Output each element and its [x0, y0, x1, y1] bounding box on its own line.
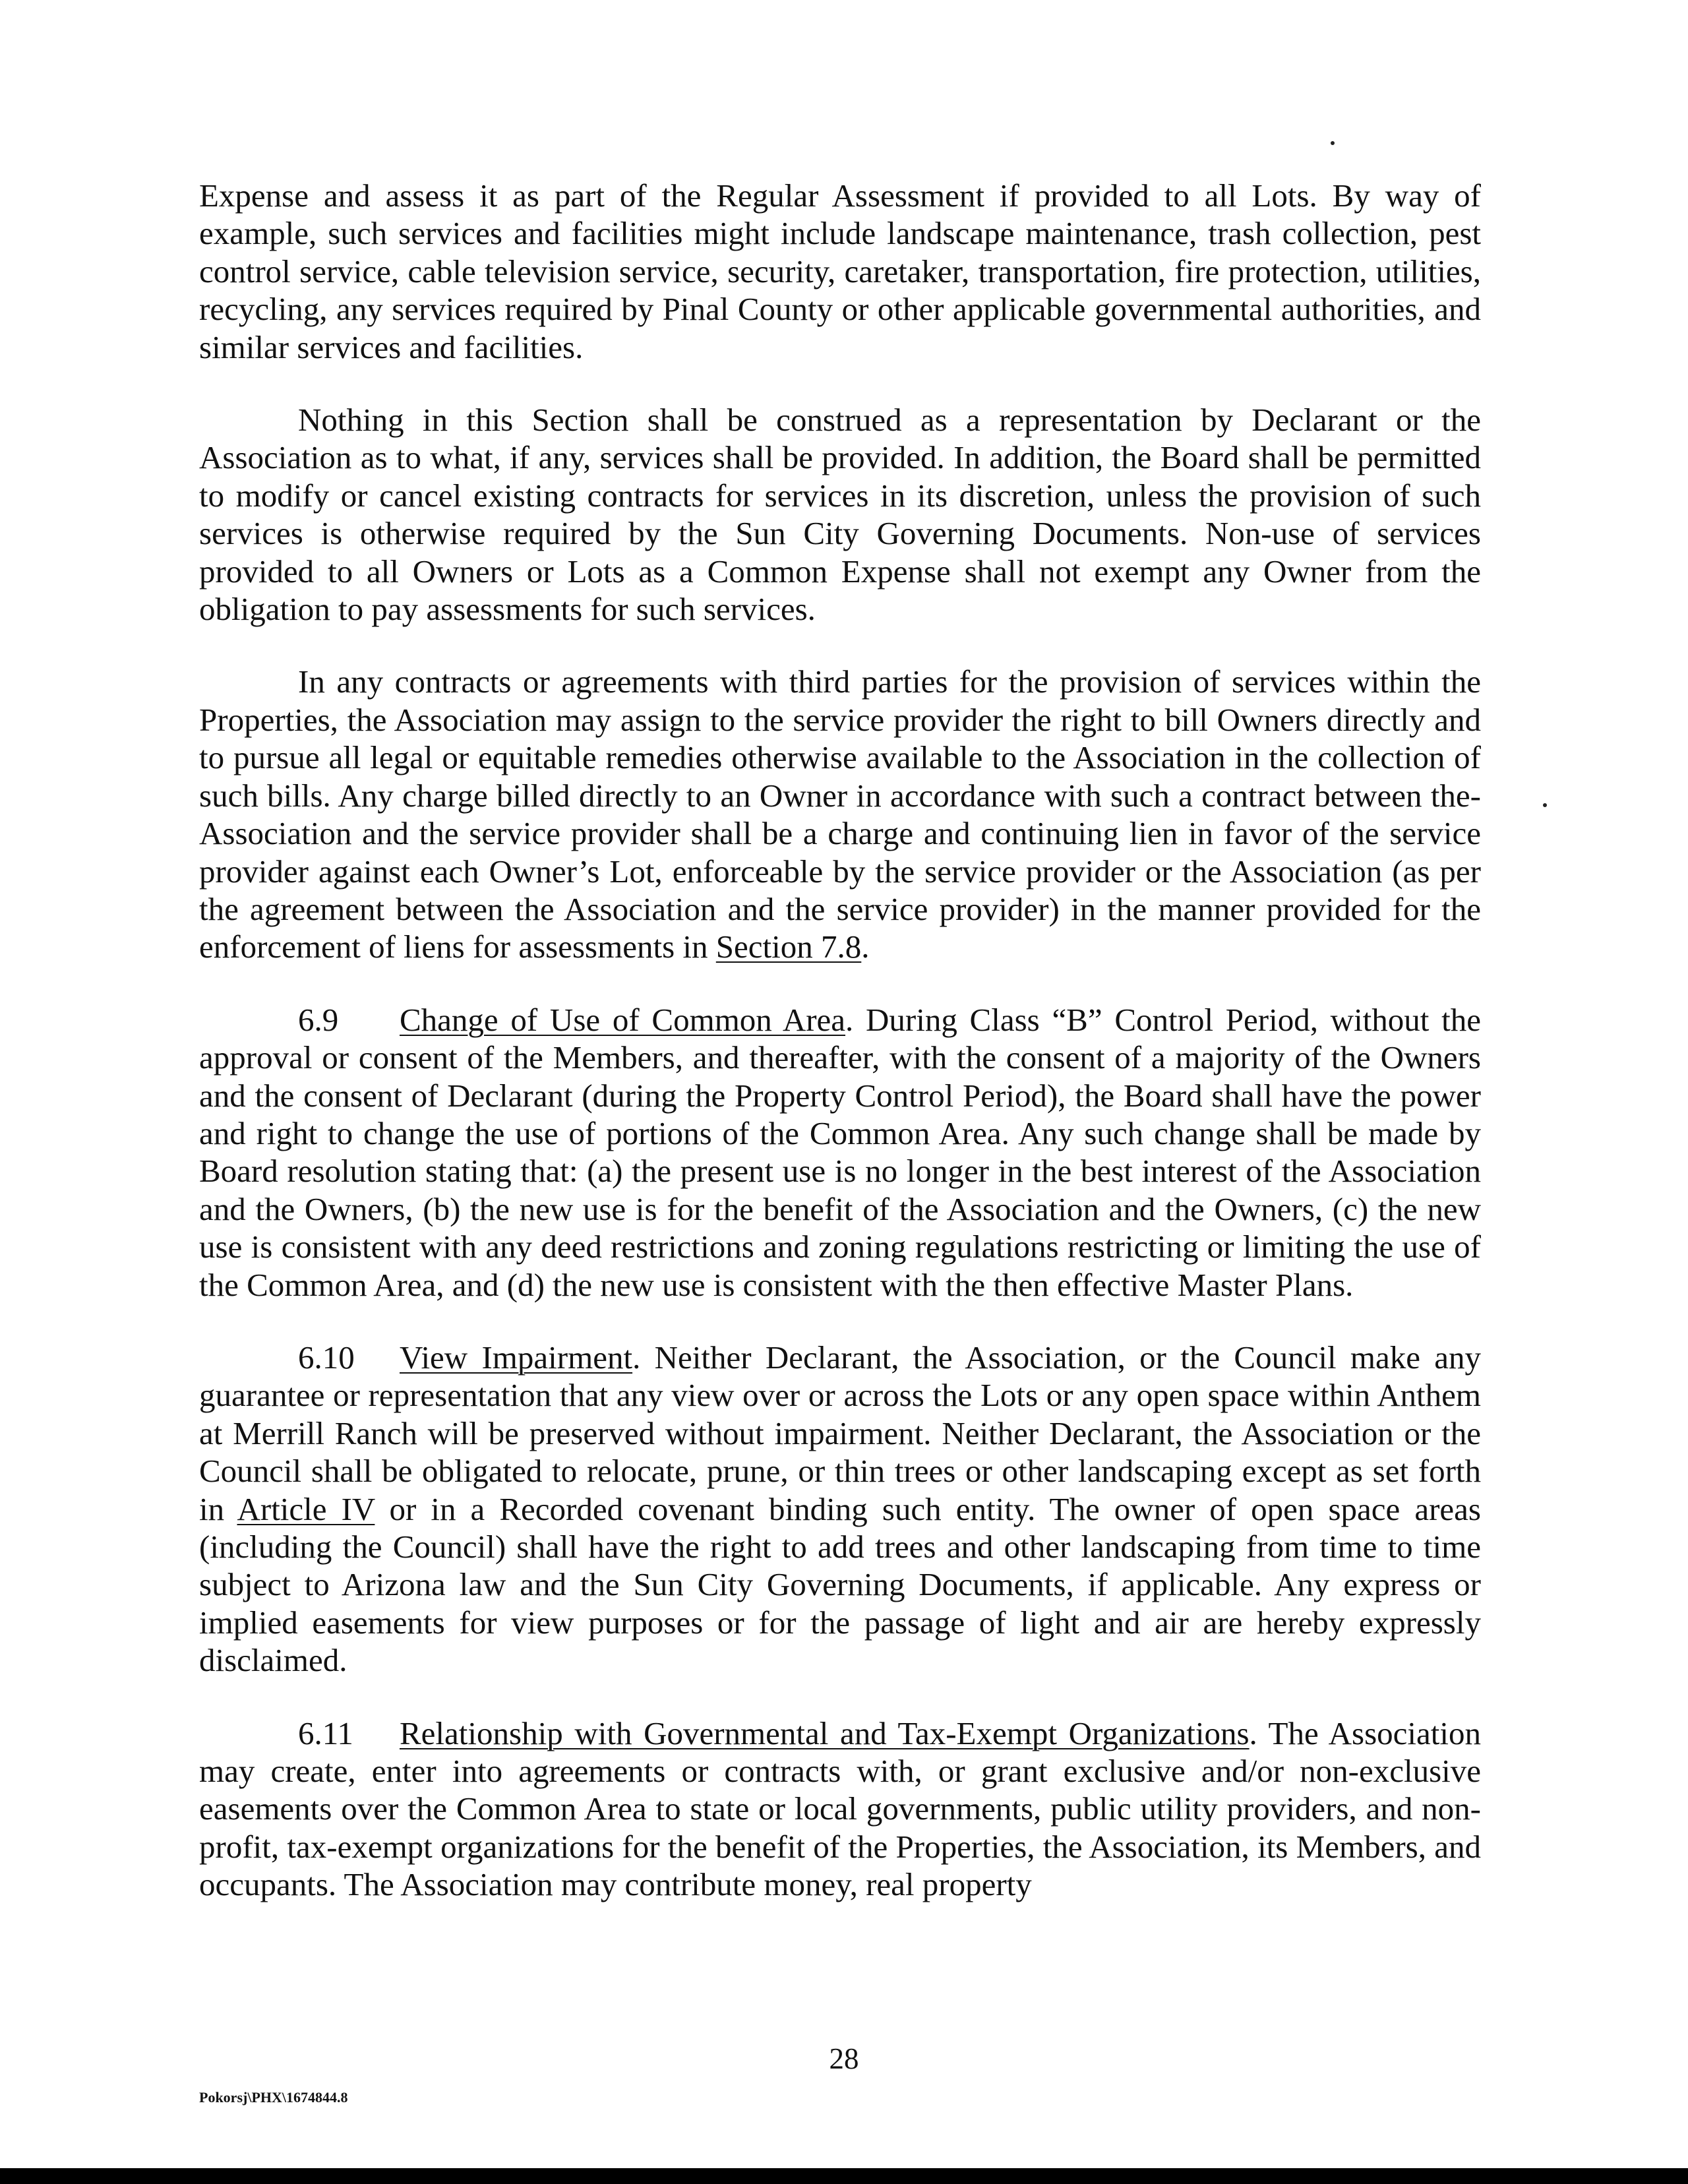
- scan-speck: [1331, 141, 1335, 145]
- section-body: . Neither Declarant, the Association, or the Council make any guarantee or representation that any view over or across the Lots or any open space within Anthem at Merrill Ranch will be preserved without impairment. Neither Declarant, the Association or the Council shall be obligated to relocate, prune, or thin trees or other landscaping except as set forth in: [199, 1339, 1482, 1527]
- section-body: . The Association may create, enter into agreements or contracts with, or grant exclusive and/or non-exclusive easements over the Common Area to state or local governments, public utility providers, and non-profit, tax-exempt organizations for the benefit of the Properties, the Association, its Members, and occupants. The Association may contribute money, real property: [199, 1714, 1481, 1903]
- section-7-8-reference: Section 7.8: [715, 928, 862, 965]
- section-number: 6.10: [298, 1339, 355, 1376]
- section-6-9: [199, 1001, 1481, 1304]
- section-number: 6.11: [298, 1714, 353, 1751]
- scan-speck: [1543, 803, 1547, 807]
- document-id: Pokorsj\PHX\1674844.8: [199, 2089, 348, 2106]
- document-body: [199, 177, 1481, 1939]
- paragraph-text: In any contracts or agreements with third parties for the provision of services within the Properties, the Association may assign to the service provider the right to bill Owners directly and to pursue all legal or equitable remedies otherwise available to the Association in the collection of such bills. Any charge billed directly to an Owner in accordance with such a contract between the-Association and the service provider shall be a charge and continuing lien in favor of the service provider against each Owner’s Lot, enforceable by the service provider or the Association (as per the agreement between the Association and the service provider) in the manner provided for the enforcement of liens for assessments in: [199, 663, 1481, 965]
- paragraph-third-party-contracts: [199, 663, 1481, 965]
- paragraph-no-representation: Nothing in this Section shall be construed as a representation by Declarant or the Association as to what, if any, services shall be provided. In addition, the Board shall be permitted to modify or cancel existing contracts for services in its discretion, unless the provision of such services is otherwise required by the Sun City Governing Documents. Non-use of services provided to all Owners or Lots as a Common Expense shall not exempt any Owner from the obligation to pay assessments for such services.: [199, 402, 1481, 628]
- section-heading: Relationship with Governmental and Tax-Exempt Organizations: [400, 1714, 1250, 1751]
- page-number: 28: [829, 2042, 859, 2075]
- section-6-11: [199, 1714, 1481, 1904]
- section-heading: View Impairment: [400, 1339, 633, 1376]
- paragraph-services-examples: Expense and assess it as part of the Regular Assessment if provided to all Lots. By way of example, such services and facilities might include landscape maintenance, trash collection, pest control service, cable television service, security, caretaker, transportation, fire protection, utilities, recycling, any services required by Pinal County or other applicable governmental authorities, and similar services and facilities.: [199, 177, 1481, 365]
- scan-edge-bar: [0, 2168, 1688, 2184]
- section-6-10: [199, 1339, 1481, 1680]
- paragraph-text-end: .: [861, 928, 870, 965]
- section-body-end: or in a Recorded covenant binding such entity. The owner of open space areas (including the Council) shall have the right to add trees and other landscaping from time to time subject to Arizona law and the Sun City Governing Documents, if applicable. Any express or implied easements for view purposes or for the passage of light and air are hereby expressly disclaimed.: [199, 1490, 1481, 1679]
- article-iv-reference: Article IV: [237, 1490, 375, 1527]
- section-number: 6.9: [298, 1001, 339, 1038]
- section-body: . During Class “B” Control Period, without the approval or consent of the Members, and thereafter, with the consent of a majority of the Owners and the consent of Declarant (during the Property Control Period), the Board shall have the power and right to change the use of portions of the Common Area. Any such change shall be made by Board resolution stating that: (a) the present use is no longer in the best interest of the Association and the Owners, (b) the new use is for the benefit of the Association and the Owners, (c) the new use is consistent with any deed restrictions and zoning regulations restricting or limiting the use of the Common Area, and (d) the new use is consistent with the then effective Master Plans.: [199, 1001, 1481, 1303]
- section-heading: Change of Use of Common Area: [400, 1001, 846, 1038]
